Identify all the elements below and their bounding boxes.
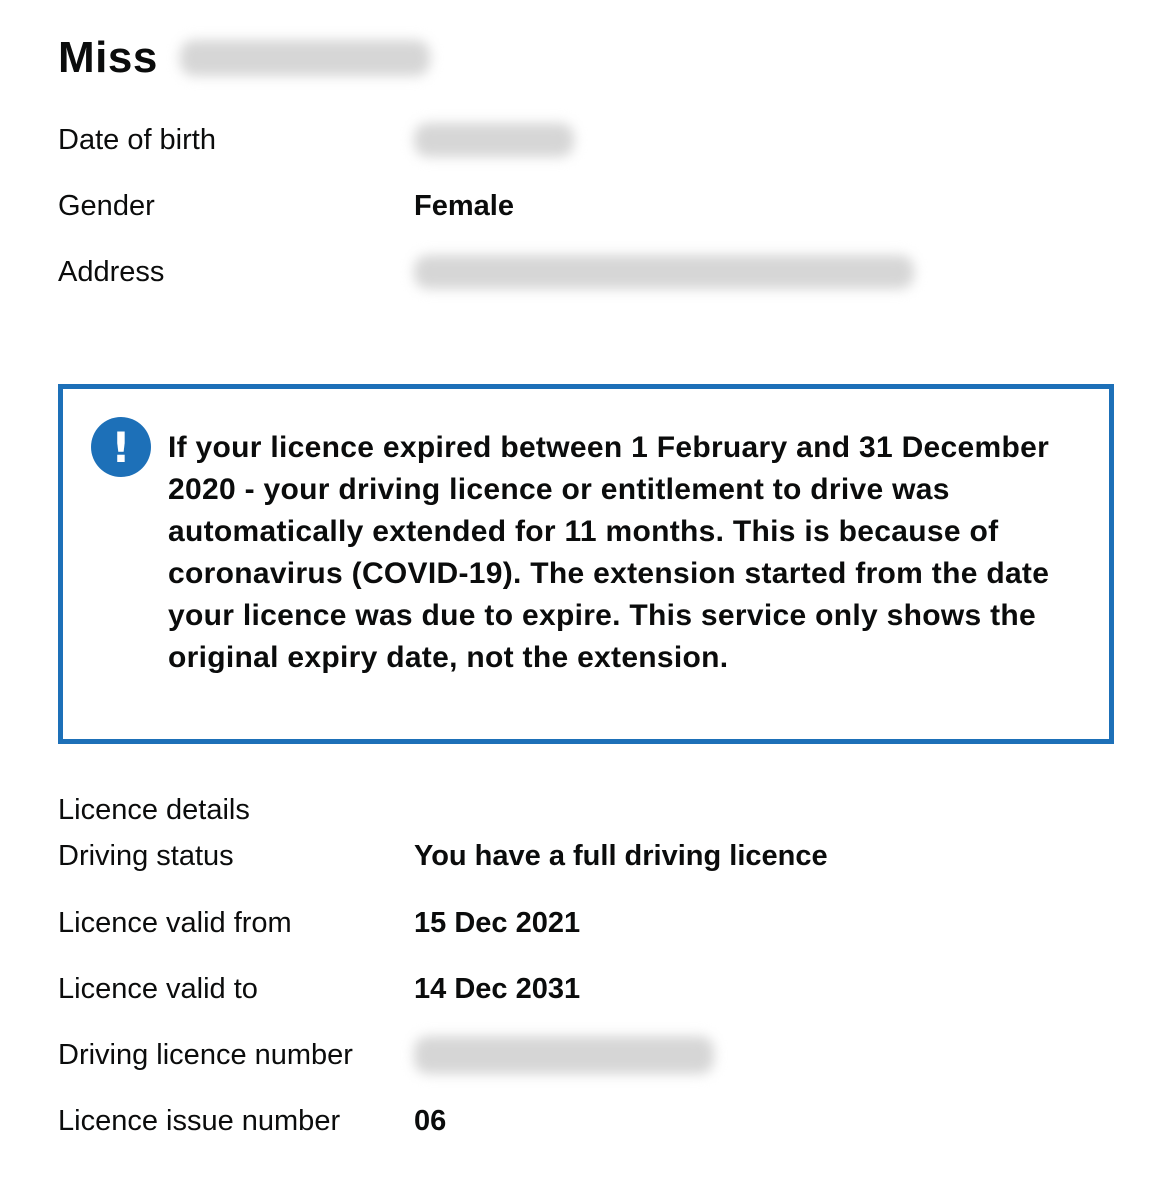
issue-number-row bbox=[58, 1099, 1118, 1143]
person-name-heading bbox=[58, 30, 430, 86]
redacted-surname bbox=[180, 40, 430, 76]
gender-label: Gender bbox=[58, 189, 155, 222]
gender-value: Female bbox=[414, 189, 514, 222]
valid-to-row bbox=[58, 967, 1118, 1011]
licence-number-label: Driving licence number bbox=[58, 1038, 353, 1071]
dob-row bbox=[58, 118, 1118, 162]
address-row bbox=[58, 250, 1118, 294]
licence-details-heading: Licence details bbox=[58, 794, 250, 826]
driving-status-label: Driving status bbox=[58, 839, 234, 872]
redacted-address-value bbox=[414, 255, 914, 289]
valid-to-value: 14 Dec 2031 bbox=[414, 972, 581, 1005]
driving-status-row bbox=[58, 834, 1118, 878]
person-title: Miss bbox=[58, 33, 158, 82]
valid-from-label: Licence valid from bbox=[58, 906, 292, 939]
issue-number-label: Licence issue number bbox=[58, 1104, 341, 1137]
exclamation-icon: ! bbox=[91, 417, 151, 477]
driving-status-value: You have a full driving licence bbox=[414, 839, 828, 872]
valid-from-value: 15 Dec 2021 bbox=[414, 906, 581, 939]
issue-number-value: 06 bbox=[414, 1104, 447, 1137]
notice-text: If your licence expired between 1 February and 31 December 2020 - your driving licence or entitlement to drive was automatically extended for 11 months. This is because of coronavirus (COVID-19). The extension started from the date your licence was due to expire. This service only shows the original expiry date, not the extension. bbox=[168, 431, 1050, 674]
licence-number-row bbox=[58, 1033, 1118, 1077]
redacted-licence-number bbox=[414, 1036, 714, 1074]
redacted-dob-value bbox=[414, 123, 574, 157]
gender-row bbox=[58, 184, 1118, 228]
covid-extension-notice bbox=[58, 384, 1114, 744]
valid-to-label: Licence valid to bbox=[58, 972, 258, 1005]
valid-from-row bbox=[58, 901, 1118, 945]
address-label: Address bbox=[58, 255, 165, 288]
dob-label: Date of birth bbox=[58, 123, 216, 156]
